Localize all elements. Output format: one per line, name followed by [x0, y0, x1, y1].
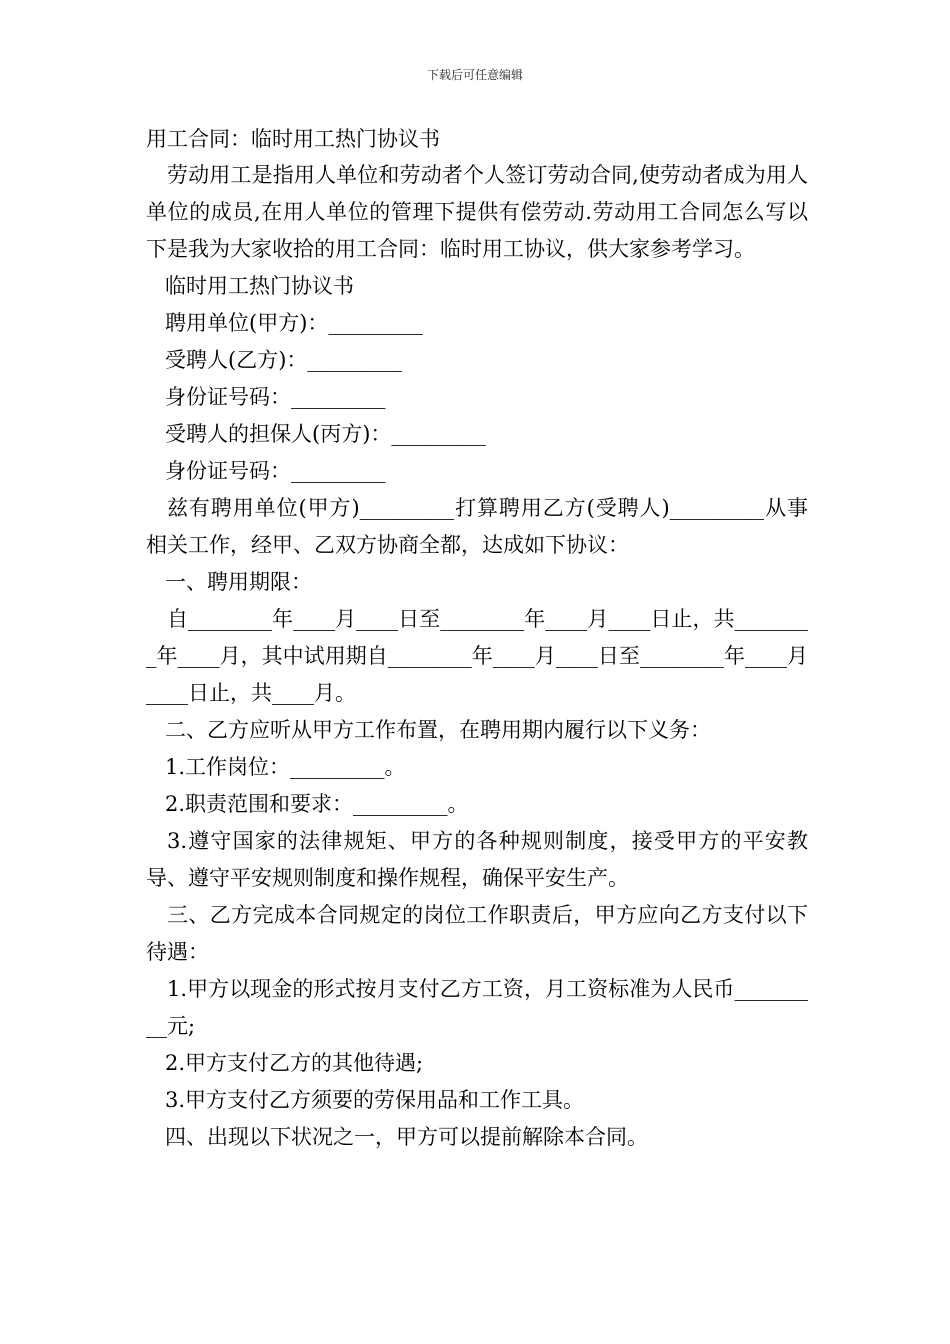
duty-item-3: 3.遵守国家的法律规矩、甲方的各种规则制度，接受甲方的平安教导、遵守平安规则制度和操作规程，确保平安生产。	[146, 829, 808, 890]
party-b-field: 受聘人(乙方)：_________	[165, 348, 402, 372]
section-4-heading: 四、出现以下状况之一，甲方可以提前解除本合同。	[165, 1125, 648, 1149]
guarantor-field: 受聘人的担保人(丙方)：_________	[165, 422, 486, 446]
page-header: 下载后可任意编辑	[426, 68, 523, 82]
party-a-field: 聘用单位(甲方)：_________	[165, 311, 423, 335]
section-3-heading: 三、乙方完成本合同规定的岗位工作职责后，甲方应向乙方支付以下待遇：	[146, 903, 808, 964]
agreement-heading: 临时用工热门协议书	[165, 274, 354, 298]
document-body	[146, 124, 808, 1156]
intro-paragraph: 劳动用工是指用人单位和劳动者个人签订劳动合同,使劳动者成为用人单位的成员,在用人单位的管理下提供有偿劳动.劳动用工合同怎么写以下是我为大家收拾的用工合同：临时用工协议，供大家参考学习。	[146, 163, 808, 261]
agreement-preamble: 兹有聘用单位(甲方)_________打算聘用乙方(受聘人)_________从事相关工作，经甲、乙双方协商全都，达成如下协议：	[146, 496, 808, 557]
duty-item-1: 1.工作岗位：_________。	[165, 755, 406, 779]
party-b-id-field: 身份证号码：_________	[165, 385, 386, 409]
document-title: 用工合同：临时用工热门协议书	[146, 127, 440, 151]
section-1-heading: 一、聘用期限：	[165, 570, 312, 594]
benefit-item-1: 1.甲方以现金的形式按月支付乙方工资，月工资标准为人民币_________元;	[146, 977, 808, 1038]
term-paragraph: 自________年____月____日至________年____月____日止，共________年____月，其中试用期自________年____月____日至________年____月____日止，共____月。	[146, 607, 808, 705]
duty-item-2: 2.职责范围和要求：_________。	[165, 792, 469, 816]
guarantor-id-field: 身份证号码：_________	[165, 459, 386, 483]
section-2-heading: 二、乙方应听从甲方工作布置，在聘用期内履行以下义务：	[165, 718, 711, 742]
benefit-item-3: 3.甲方支付乙方须要的劳保用品和工作工具。	[165, 1088, 585, 1112]
benefit-item-2: 2.甲方支付乙方的其他待遇;	[165, 1051, 424, 1075]
